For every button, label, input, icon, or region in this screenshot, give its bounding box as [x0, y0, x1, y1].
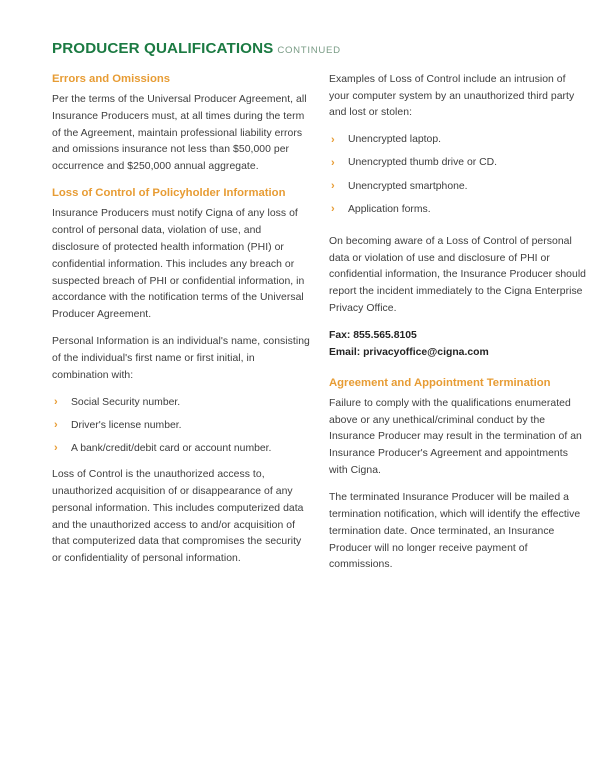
list-item-label: Unencrypted laptop. [348, 134, 441, 146]
list-item-label: A bank/credit/debit card or account number. [71, 442, 272, 454]
chevron-right-icon: › [54, 419, 58, 432]
two-column-body [52, 72, 587, 574]
paragraph-termination-2: The terminated Insurance Producer will be mailed a termination notification, which will identify the effective termination date. Once terminated, an Insurance Producer will no longer receive payment of commissions. [329, 491, 581, 571]
right-column [329, 72, 588, 574]
list-item-label: Unencrypted smartphone. [348, 180, 468, 192]
privacy-office-contact-block [329, 328, 588, 362]
chevron-right-icon: › [54, 442, 58, 455]
chevron-right-icon: › [54, 396, 58, 409]
page-title [52, 40, 578, 58]
list-personal-information-elements [52, 395, 311, 457]
list-item-label: Social Security number. [71, 396, 181, 408]
section-loss-of-control-policyholder [52, 186, 311, 568]
section-heading-loss-of-control: Loss of Control of Policyholder Information [52, 187, 286, 200]
list-loss-of-control-examples [329, 132, 588, 218]
chevron-right-icon: › [331, 180, 335, 192]
paragraph-errors-omissions-1: Per the terms of the Universal Producer Agreement, all Insurance Producers must, at all times during the term of the Agreement, maintain professional liability errors and omissions insurance not less than $50,000 per occurrence and $250,000 annual aggregate. [52, 93, 307, 173]
email-address[interactable]: Email: privacyoffice@cigna.com [329, 346, 489, 358]
page-title-main: PRODUCER QUALIFICATIONS [52, 40, 274, 57]
section-loss-of-control-examples [329, 72, 588, 362]
list-item [329, 202, 588, 218]
chevron-right-icon: › [331, 133, 335, 146]
section-heading-agreement-termination: Agreement and Appointment Termination [329, 376, 551, 389]
list-item [329, 132, 588, 148]
left-column [52, 72, 311, 568]
paragraph-report-incident: On becoming aware of a Loss of Control of personal data or violation of use and disclosure of PHI or confidential information, the Insurance Producer should report the incident immediately to the Cigna Enterprise Privacy Office. [329, 235, 587, 315]
list-item [329, 155, 588, 171]
paragraph-loss-of-control-definition: Loss of Control is the unauthorized access to, unauthorized acquisition of or disappearance of any personal information. This includes computerized data and the unauthorized access to and/or acquisition of that computerized data that compromises the security or confidentiality of personal information. [52, 468, 304, 565]
section-heading-errors-and-omissions: Errors and Omissions [52, 72, 171, 85]
list-item-label: Application forms. [348, 203, 431, 215]
chevron-right-icon: › [331, 203, 335, 216]
section-agreement-appointment-termination [329, 376, 588, 575]
section-errors-and-omissions [52, 72, 311, 176]
list-item [329, 179, 588, 195]
paragraph-loss-of-control-1: Insurance Producers must notify Cigna of any loss of control of personal data, violation of use, and disclosure of protected health information (PHI) or confidential information. This includes any breach or suspected breach of PHI or confidential information, in accordance with the notification terms of the Universal Producer Agreement. [52, 208, 305, 321]
list-item [52, 395, 311, 411]
paragraph-termination-1: Failure to comply with the qualifications enumerated above or any unethical/criminal conduct by the Insurance Producer may result in the termination of an Insurance Producer's Agreement and appointments with Cigna. [329, 397, 582, 477]
list-item-label: Driver's license number. [71, 419, 182, 431]
list-item [52, 441, 311, 457]
page-title-continued: CONTINUED [277, 45, 341, 56]
chevron-right-icon: › [331, 156, 335, 169]
fax-number: Fax: 855.565.8105 [329, 329, 417, 341]
paragraph-personal-information-definition: Personal Information is an individual's name, consisting of the individual's first name or first initial, in combination with: [52, 336, 310, 381]
paragraph-examples-intro: Examples of Loss of Control include an intrusion of your computer system by an unauthorized third party and lost or stolen: [329, 73, 575, 119]
list-item [52, 418, 311, 434]
list-item-label: Unencrypted thumb drive or CD. [348, 157, 497, 169]
